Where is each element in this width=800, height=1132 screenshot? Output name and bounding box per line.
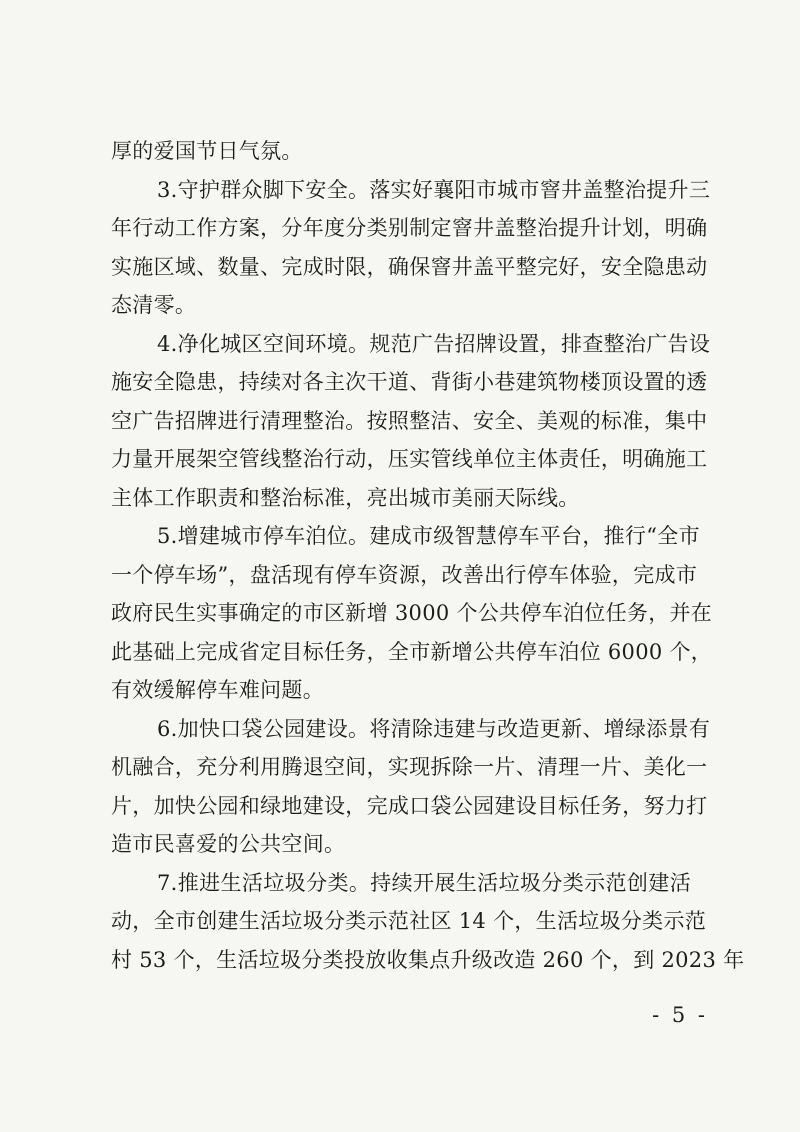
body-text: [111, 132, 745, 979]
text-line: 实施区域、数量、完成时限，确保窨井盖平整完好，安全隐患动: [111, 254, 708, 279]
text-line: 态清零。: [111, 293, 197, 317]
text-line: 村 53 个，生活垃圾分类投放收集点升级改造 260 个，到 2023 年: [111, 947, 745, 972]
text-line: 力量开展架空管线整治行动，压实管线单位主体责任，明确施工: [111, 447, 708, 471]
text-line: 厚的爱国节日气氛。: [111, 139, 303, 163]
text-line: 3.守护群众脚下安全。落实好襄阳市城市窨井盖整治提升三: [157, 177, 711, 202]
text-line: 此基础上完成省定目标任务，全市新增公共停车泊位 6000 个，: [111, 639, 713, 664]
text-line: 片，加快公园和绿地建设，完成口袋公园建设目标任务，努力打: [111, 793, 708, 818]
text-line: 造市民喜爱的公共空间。: [111, 832, 346, 856]
text-line: 5.增建城市停车泊位。建成市级智慧停车平台，推行“全市: [157, 524, 700, 548]
text-line: 空广告招牌进行清理整治。按照整洁、安全、美观的标准，集中: [111, 408, 708, 433]
text-line: 一个停车场”，盘活现有停车资源，改善出行停车体验，完成市: [111, 562, 698, 587]
text-line: 7.推进生活垃圾分类。持续开展生活垃圾分类示范创建活: [157, 870, 691, 895]
text-line: 主体工作职责和整治标准，亮出城市美丽天际线。: [111, 485, 580, 510]
text-line: 6.加快口袋公园建设。将清除违建与改造更新、增绿添景有: [157, 716, 711, 741]
text-line: 年行动工作方案，分年度分类别制定窨井盖整治提升计划，明确: [111, 216, 708, 240]
text-line: 动，全市创建生活垃圾分类示范社区 14 个，生活垃圾分类示范: [111, 909, 707, 933]
page-number: - 5 -: [652, 1003, 708, 1027]
text-line: 施安全隐患，持续对各主次干道、背街小巷建筑物楼顶设置的透: [111, 370, 708, 394]
text-line: 机融合，充分利用腾退空间，实现拆除一片、清理一片、美化一: [111, 755, 708, 779]
text-line: 4.净化城区空间环境。规范广告招牌设置，排查整治广告设: [157, 331, 711, 356]
text-line: 有效缓解停车难问题。: [111, 678, 324, 702]
text-line: 政府民生实事确定的市区新增 3000 个公共停车泊位任务，并在: [111, 601, 713, 625]
